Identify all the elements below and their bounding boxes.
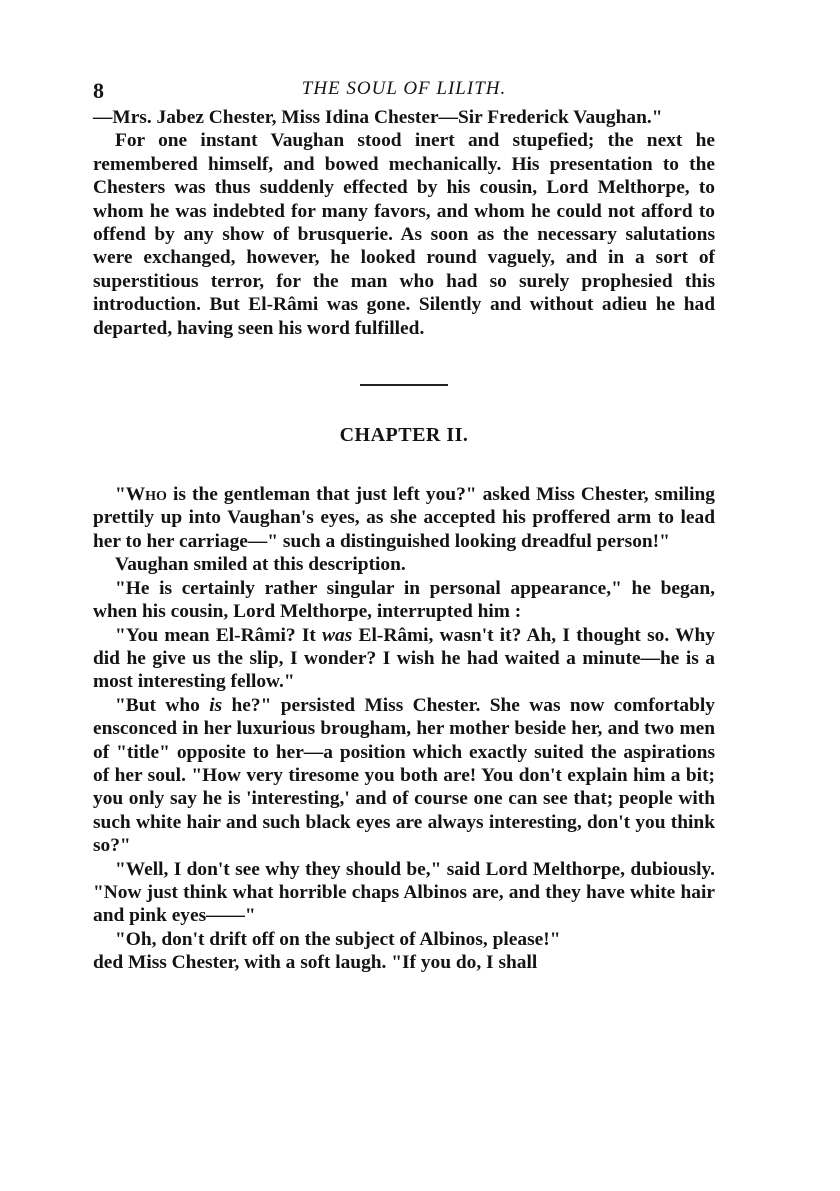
paragraph-text: is the gentleman that just left you?" asked Miss Chester, smiling prettily up into Vaughan's eyes, as she accepted his proffered arm to lead her to her carriage—" such a distinguished looking dreadful person!" bbox=[93, 484, 715, 552]
paragraph bbox=[93, 624, 715, 694]
paragraph: "Oh, don't drift off on the subject of Albinos, please!" bbox=[115, 928, 561, 950]
chapter-text bbox=[93, 483, 715, 975]
paragraph bbox=[93, 694, 715, 858]
paragraph: "He is certainly rather singular in personal appearance," he began, when his cousin, Lord Melthorpe, interrupted him : bbox=[93, 577, 715, 623]
paragraph-text: "You mean El-Râmi? It bbox=[115, 624, 323, 646]
running-title: THE SOUL OF LILITH. bbox=[301, 78, 507, 99]
paragraph-text: El-Râmi, wasn't it? Ah, I thought so. Why did he give us the slip, I wonder? I wish he had waited a minute—he is a most interesting fellow." bbox=[93, 624, 715, 693]
paragraph: ded Miss Chester, with a soft laugh. "If you do, I shall bbox=[93, 952, 538, 974]
running-head bbox=[93, 72, 715, 106]
paragraph-text: he?" persisted Miss Chester. She was now comfortably ensconced in her luxurious brougham, her mother beside her, and two men of "title" opposite to her—a position which exactly suited the aspirations of her soul. "How very tiresome you both are! You don't explain him a bit; you only say he is 'interesting,' and of course one can see that; people with such white hair and such black eyes are always interesting, don't you think so?" bbox=[93, 694, 715, 857]
page-number: 8 bbox=[93, 78, 104, 103]
emphasis: is bbox=[209, 694, 223, 716]
emphasis: was bbox=[322, 624, 353, 646]
paragraph-text: "But who bbox=[115, 694, 210, 716]
paragraph: Vaughan smiled at this description. bbox=[115, 554, 406, 576]
chapter-heading: CHAPTER II. bbox=[339, 424, 469, 447]
paragraph: "Well, I don't see why they should be," said Lord Melthorpe, dubiously. "Now just think what horrible chaps Albinos are, and they have white hair and pink eyes——" bbox=[93, 858, 715, 927]
section-divider bbox=[360, 384, 448, 386]
body-text bbox=[93, 106, 715, 340]
paragraph: For one instant Vaughan stood inert and stupefied; the next he remembered himself, and bowed mechanically. His presentation to the Chesters was thus suddenly effected by his cousin, Lord Melthorpe, to whom he was indebted for many favors, and whom he could not afford to offend by any show of brusquerie. As soon as the necessary salutations were exchanged, however, he looked round vaguely, and in a sort of superstitious terror, for the man who had so surely prophesied this introduction. But El-Râmi was gone. Silently and without adieu he had departed, having seen his word fulfilled. bbox=[93, 130, 715, 339]
book-page bbox=[93, 72, 715, 975]
opening-word: Who bbox=[125, 484, 167, 506]
opening-quote: " bbox=[115, 484, 126, 506]
paragraph bbox=[93, 483, 715, 553]
paragraph: —Mrs. Jabez Chester, Miss Idina Chester—Sir Frederick Vaughan." bbox=[93, 107, 663, 128]
